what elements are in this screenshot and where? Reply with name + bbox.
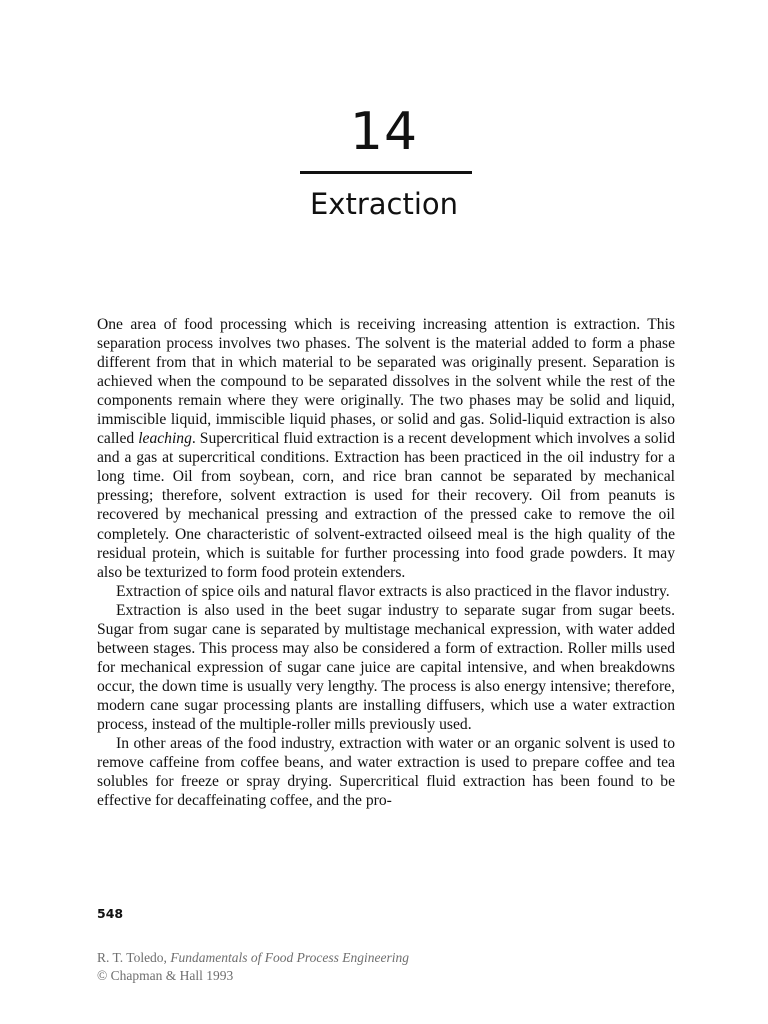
citation-author: R. T. Toledo, [97,950,171,965]
body-text [97,315,675,810]
paragraph-1 [97,315,675,582]
chapter-divider [300,171,472,174]
page-number: 548 [97,906,124,921]
citation-book-title: Fundamentals of Food Process Engineering [170,950,410,965]
term-leaching: leaching [138,430,192,448]
paragraph-3: Extraction is also used in the beet sugar industry to separate sugar from sugar beets. Sugar from sugar cane is separated by multistage mechanical expression, with water added between stages. This process may also be considered a form of extraction. Roller mills used for mechanical expression of sugar cane juice are capital intensive, and when breakdowns occur, the down time is usually very lengthy. The process is also energy intensive; therefore, modern cane sugar processing plants are installing diffusers, which use a water extraction process, instead of the multiple-roller mills previously used. [97,601,675,733]
paragraph-1-part-a: One area of food processing which is receiving increasing attention is extraction. This separation process involves two phases. The solvent is the material added to form a phase different from that in which material to be separated was originally present. Separation is achieved when the compound to be separated dissolves in the solvent while the rest of the components remain where they were originally. The two phases may be solid and liquid, immiscible liquid, immiscible liquid phases, or solid and gas. Solid-liquid extraction is also called [97,316,675,448]
citation-copyright: © Chapman & Hall 1993 [97,968,234,983]
paragraph-1-part-b: . Supercritical fluid extraction is a recent development which involves a solid and a gas at supercritical conditions. Extraction has been practiced in the oil industry for a long time. Oil from soybean, corn, and rice bran cannot be separated by mechanical pressing; therefore, solvent extraction is used for their recovery. Oil from peanuts is recovered by mechanical pressing and extraction of the pressed cake to remove the oil completely. One characteristic of solvent-extracted oilseed meal is the high quality of the residual protein, which is suitable for further processing into food grade powders. It may also be texturized to form food protein extenders. [97,430,676,581]
citation [97,949,409,985]
paragraph-4: In other areas of the food industry, extraction with water or an organic solvent is used to remove caffeine from coffee beans, and water extraction is used to prepare coffee and tea solubles for freeze or spray drying. Supercritical fluid extraction has been found to be effective for decaffeinating coffee, and the pro- [97,735,675,810]
paragraph-2: Extraction of spice oils and natural flavor extracts is also practiced in the flavor industry. [116,582,670,600]
chapter-title: Extraction [309,187,459,221]
chapter-number: 14 [349,102,419,162]
citation-line-1 [97,949,409,967]
